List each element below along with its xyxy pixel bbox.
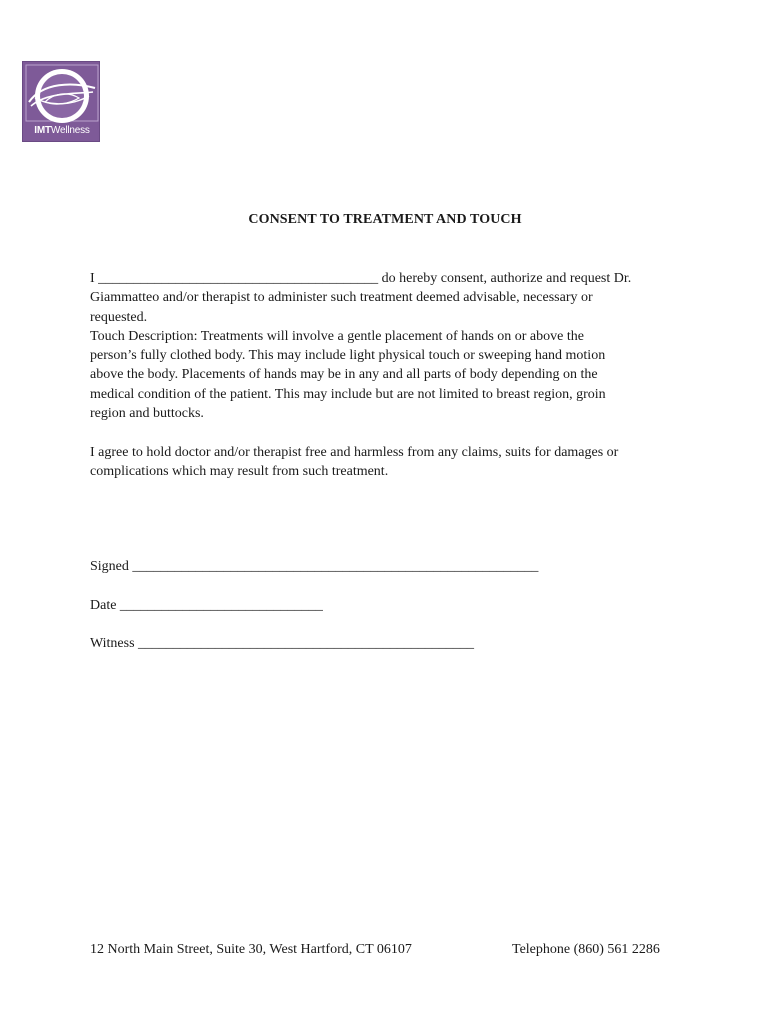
consent-line: person’s fully clothed body. This may include light physical touch or sweeping hand motion xyxy=(90,348,606,364)
footer-telephone: Telephone (860) 561 2286 xyxy=(512,942,660,957)
imt-wellness-logo xyxy=(22,61,100,142)
consent-line: medical condition of the patient. This may include but are not limited to breast region, groin xyxy=(90,386,606,402)
release-paragraph xyxy=(90,443,690,482)
document-title: CONSENT TO TREATMENT AND TOUCH xyxy=(248,212,522,227)
consent-paragraph xyxy=(90,269,690,423)
release-line: I agree to hold doctor and/or therapist free and harmless from any claims, suits for damages or xyxy=(90,445,619,460)
signed-field[interactable]: Signed __________________________________________________________ xyxy=(90,559,539,574)
consent-line: I ________________________________________ do hereby consent, authorize and request Dr. xyxy=(90,271,632,286)
consent-line: Giammatteo and/or therapist to administer such treatment deemed advisable, necessary or xyxy=(90,290,593,306)
witness-field[interactable]: Witness ________________________________________________ xyxy=(90,636,475,651)
consent-line: region and buttocks. xyxy=(90,406,204,422)
release-line: complications which may result from such treatment. xyxy=(90,464,389,480)
consent-line: above the body. Placements of hands may be in any and all parts of body depending on the xyxy=(90,367,598,383)
date-field[interactable]: Date _____________________________ xyxy=(90,598,323,613)
footer-address: 12 North Main Street, Suite 30, West Hartford, CT 06107 xyxy=(90,942,412,957)
consent-line: requested. xyxy=(90,309,148,325)
consent-line: Touch Description: Treatments will involve a gentle placement of hands on or above the xyxy=(90,328,584,344)
logo-wordmark: IMTWellness xyxy=(34,125,90,136)
